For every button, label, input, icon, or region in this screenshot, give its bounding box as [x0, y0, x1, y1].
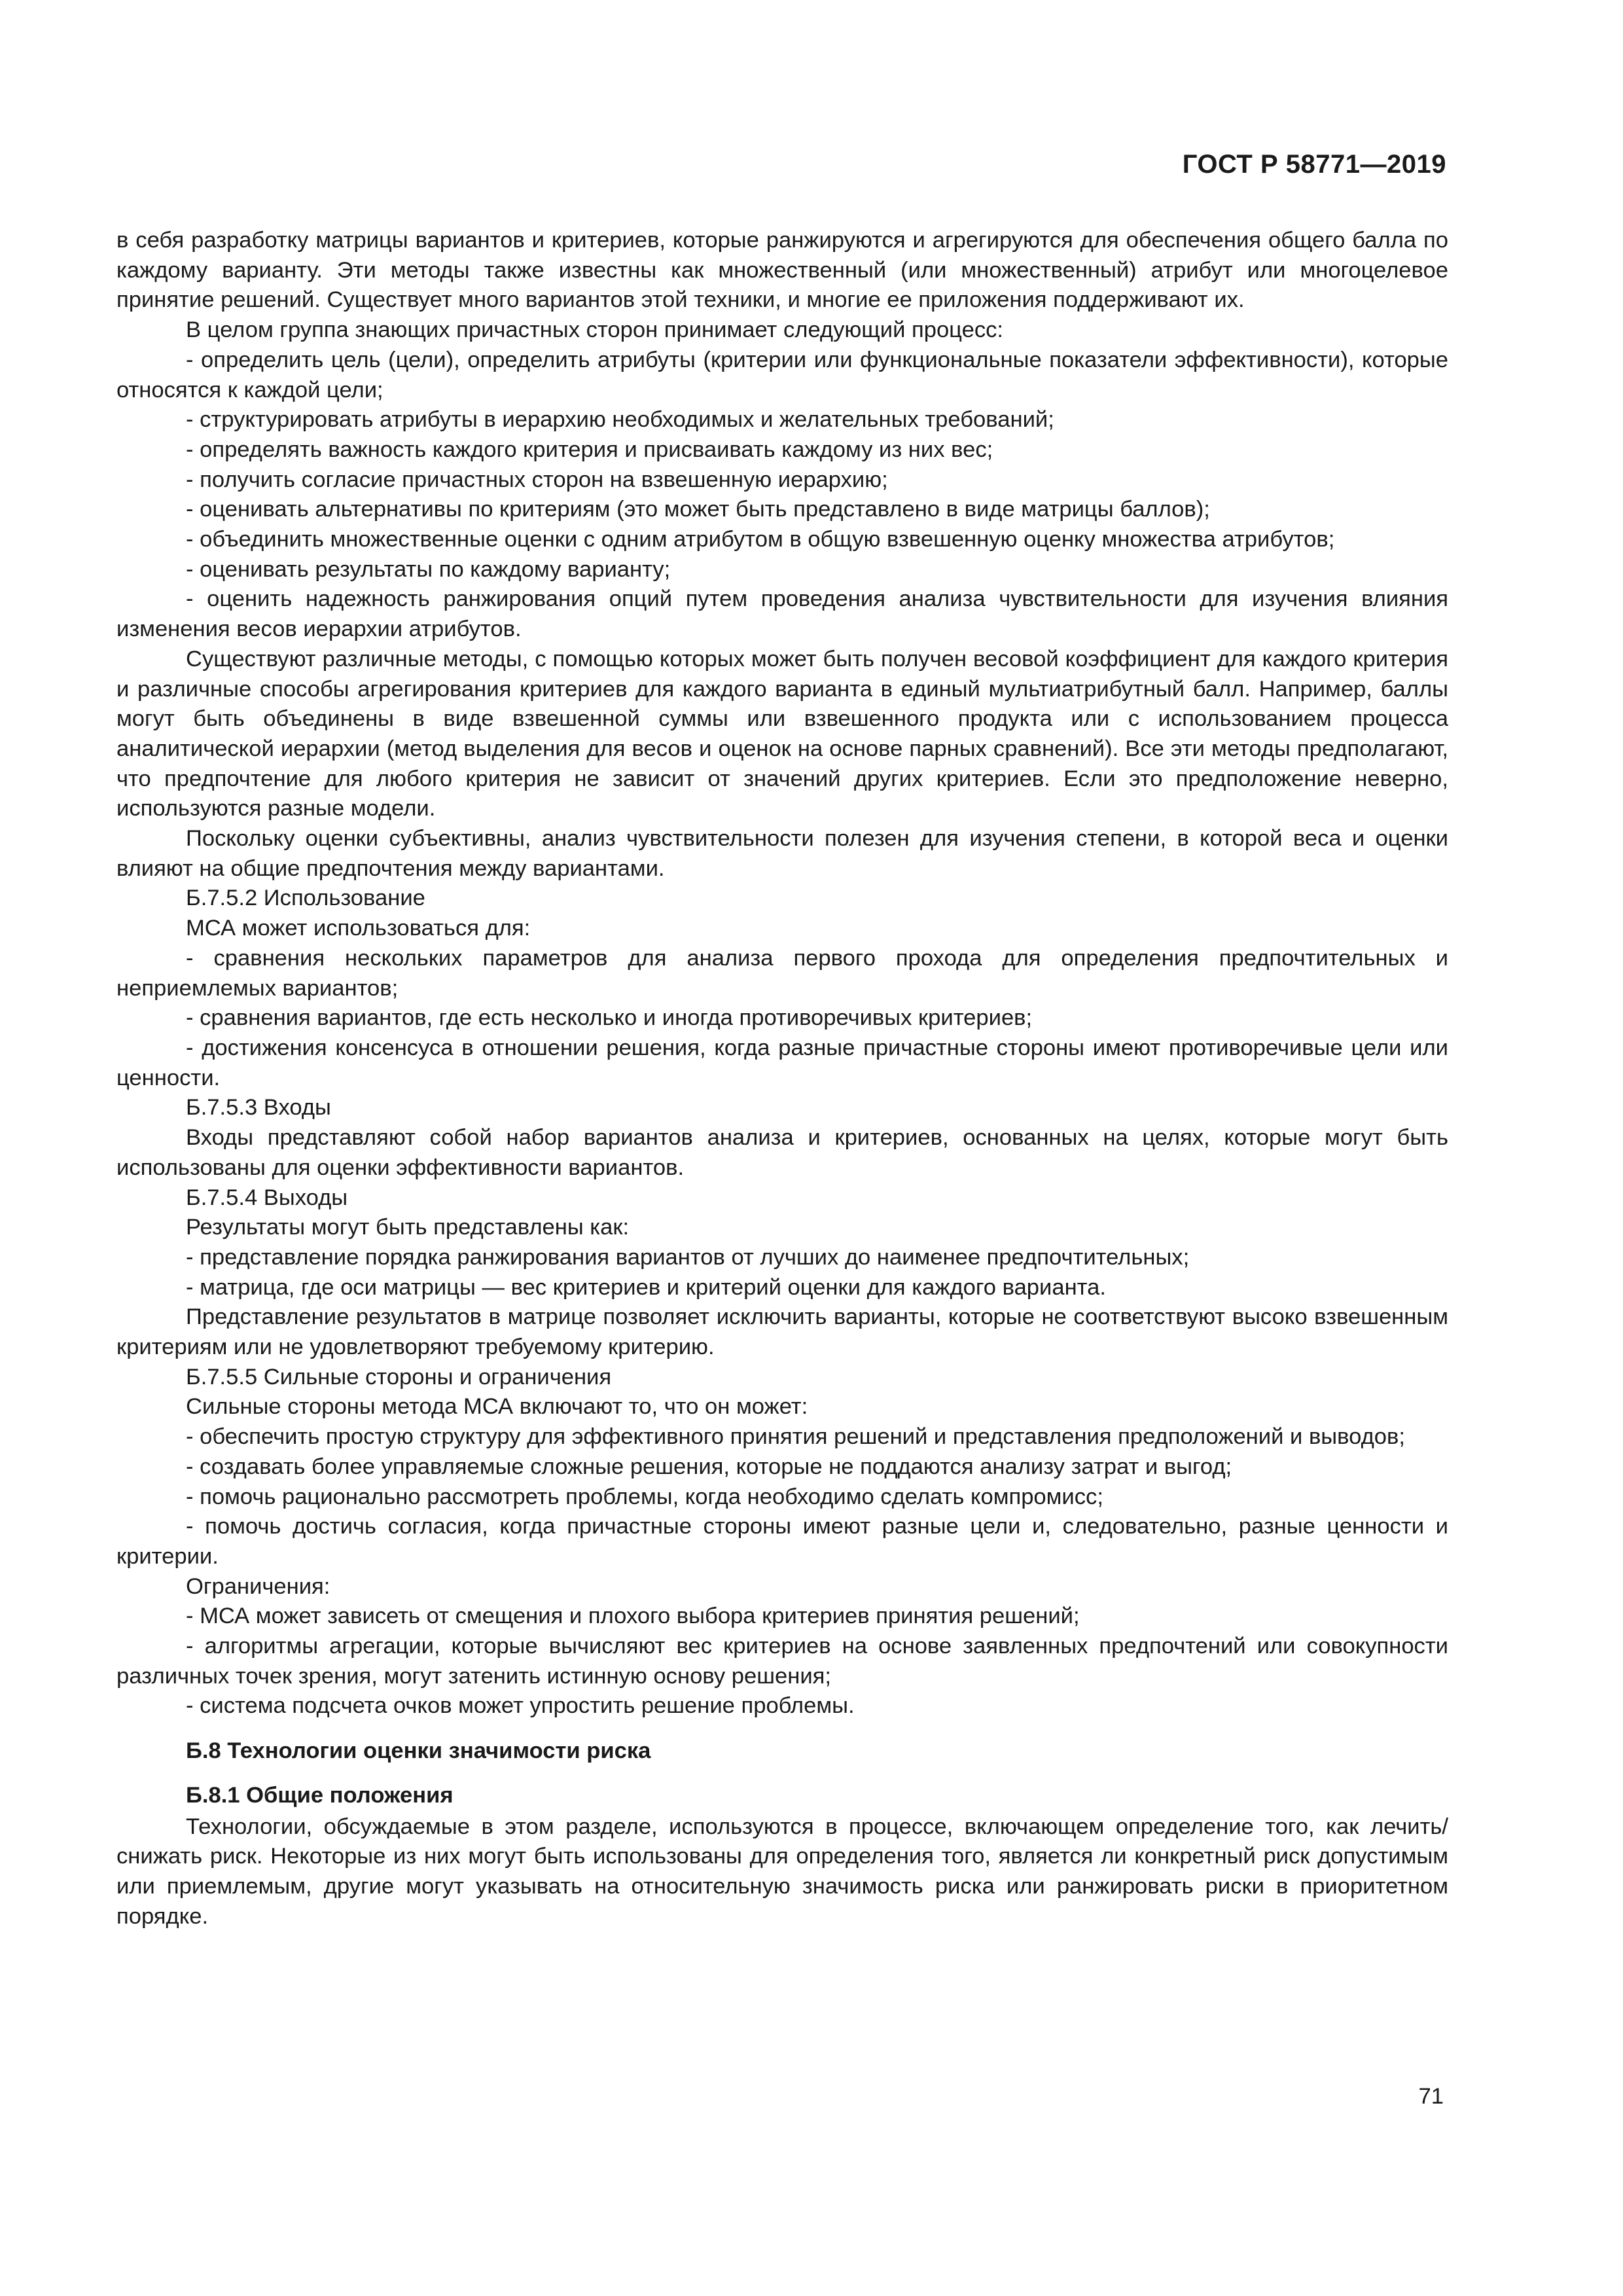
- list-item: - матрица, где оси матрицы — вес критериев и критерий оценки для каждого варианта.: [186, 1274, 1106, 1300]
- list-item: - оценивать альтернативы по критериям (это может быть представлено в виде матрицы баллов);: [186, 497, 1210, 522]
- paragraph-continuation: в себя разработку матрицы вариантов и критериев, которые ранжируются и агрегируются для обеспечения общего балла по каждому варианту. Эти методы также известны как множественный (или множественный) атрибут или многоцелевое принятие решений. Существует много вариантов этой техники, и многие ее приложения поддерживают их.: [116, 228, 1448, 313]
- subsection-heading: Б.7.5.5 Сильные стороны и ограничения: [186, 1364, 612, 1390]
- list-item: - алгоритмы агрегации, которые вычисляют вес критериев на основе заявленных предпочтений или совокупности различных точек зрения, могут затенить истинную основу решения;: [116, 1634, 1448, 1689]
- list-item: - оценить надежность ранжирования опций путем проведения анализа чувствительности для изучения влияния изменения весов иерархии атрибутов.: [116, 586, 1448, 642]
- subsection-heading: Б.7.5.4 Выходы: [186, 1185, 348, 1210]
- list-item: - обеспечить простую структуру для эффективного принятия решений и представления предположений и выводов;: [186, 1424, 1405, 1450]
- paragraph-inputs: Входы представляют собой набор вариантов анализа и критериев, основанных на целях, которые могут быть использованы для оценки эффективности вариантов.: [116, 1125, 1448, 1180]
- list-item: - оценивать результаты по каждому варианту;: [186, 556, 671, 582]
- list-item: - получить согласие причастных сторон на взвешенную иерархию;: [186, 467, 888, 492]
- page-number: 71: [1418, 2084, 1444, 2109]
- list-item: - структурировать атрибуты в иерархию необходимых и желательных требований;: [186, 407, 1054, 433]
- list-item: - МСА может зависеть от смещения и плохого выбора критериев принятия решений;: [186, 1604, 1080, 1629]
- list-item: - система подсчета очков может упростить решение проблемы.: [186, 1693, 855, 1719]
- list-item: - определять важность каждого критерия и присваивать каждому из них вес;: [186, 437, 993, 462]
- list-item: - определить цель (цели), определить атрибуты (критерии или функциональные показатели эффективности), которые относятся к каждой цели;: [116, 347, 1448, 403]
- subsection-heading: Б.7.5.3 Входы: [186, 1095, 331, 1121]
- paragraph-strengths-intro: Сильные стороны метода МСА включают то, что он может:: [186, 1394, 808, 1420]
- paragraph-limitations-intro: Ограничения:: [186, 1573, 330, 1599]
- paragraph-outputs-intro: Результаты могут быть представлены как:: [186, 1215, 630, 1240]
- paragraph-general-provisions: Технологии, обсуждаемые в этом разделе, используются в процессе, включающем определение того, как лечить/снижать риск. Некоторые из них могут быть использованы для определения того, является ли конкретный риск допустимым или приемлемым, другие могут указывать на относительную значимость риска или ранжировать риски в приоритетном порядке.: [116, 1814, 1448, 1929]
- list-item: - создавать более управляемые сложные решения, которые не поддаются анализу затрат и выгод;: [186, 1454, 1232, 1479]
- section-heading-b8: Б.8 Технологии оценки значимости риска: [186, 1738, 651, 1764]
- list-item: - сравнения вариантов, где есть несколько и иногда противоречивых критериев;: [186, 1005, 1033, 1031]
- paragraph-usage-intro: МСА может использоваться для:: [186, 916, 531, 941]
- list-item: - сравнения нескольких параметров для анализа первого прохода для определения предпочтительных и неприемлемых вариантов;: [116, 945, 1448, 1001]
- list-item: - достижения консенсуса в отношении решения, когда разные причастные стороны имеют противоречивые цели или ценности.: [116, 1035, 1448, 1090]
- list-item: - представление порядка ранжирования вариантов от лучших до наименее предпочтительных;: [186, 1244, 1190, 1270]
- subsection-heading: Б.7.5.2 Использование: [186, 886, 425, 911]
- list-item: - объединить множественные оценки с одним атрибутом в общую взвешенную оценку множества атрибутов;: [186, 527, 1335, 552]
- paragraph-sensitivity: Поскольку оценки субъективны, анализ чувствительности полезен для изучения степени, в которой веса и оценки влияют на общие предпочтения между вариантами.: [116, 826, 1448, 881]
- paragraph-methods: Существуют различные методы, с помощью которых может быть получен весовой коэффициент для каждого критерия и различные способы агрегирования критериев для каждого варианта в единый мультиатрибутный балл. Например, баллы могут быть объединены в виде взвешенной суммы или взвешенного продукта или с использованием процесса аналитической иерархии (метод выделения для весов и оценок на основе парных сравнений). Все эти методы предполагают, что предпочтение для любого критерия не зависит от значений других критериев. Если это предположение неверно, используются разные модели.: [116, 646, 1448, 821]
- list-item: - помочь рационально рассмотреть проблемы, когда необходимо сделать компромисс;: [186, 1484, 1103, 1509]
- standard-id-header: ГОСТ Р 58771—2019: [1182, 150, 1446, 179]
- section-heading-b8-1: Б.8.1 Общие положения: [186, 1782, 454, 1808]
- paragraph-process-intro: В целом группа знающих причастных сторон принимает следующий процесс:: [186, 317, 1004, 343]
- document-body: [116, 226, 1448, 1931]
- paragraph-matrix: Представление результатов в матрице позволяет исключить варианты, которые не соответствуют высоко взвешенным критериям или не удовлетворяют требуемому критерию.: [116, 1304, 1448, 1360]
- list-item: - помочь достичь согласия, когда причастные стороны имеют разные цели и, следовательно, разные ценности и критерии.: [116, 1514, 1448, 1569]
